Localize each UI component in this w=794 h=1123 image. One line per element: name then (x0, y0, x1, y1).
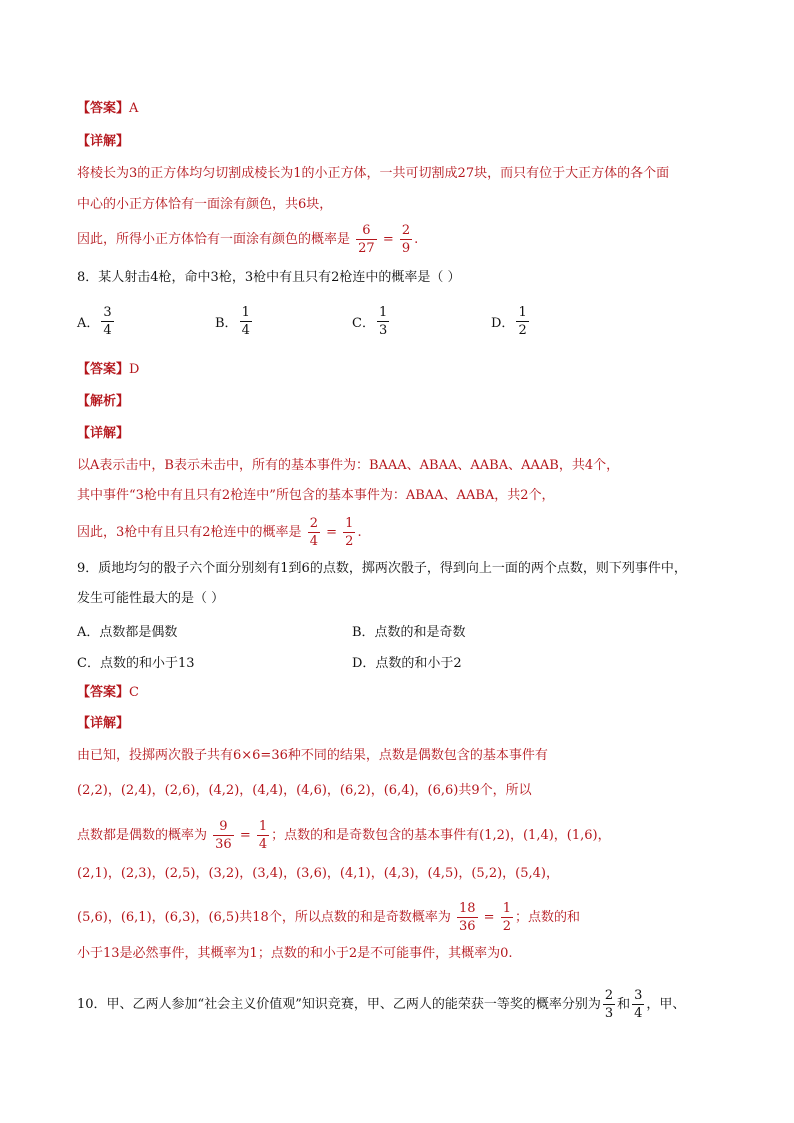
q9-question-line1: 9．质地均匀的骰子六个面分别刻有1到6的点数，掷两次骰子，得到向上一面的两个点数，则下列事件中， (77, 561, 687, 576)
period: . (357, 525, 362, 540)
fraction (516, 304, 528, 339)
q9-detail-line3 (77, 818, 611, 853)
fraction (257, 818, 269, 853)
equals-sign: = (483, 910, 495, 925)
frac-num: 1 (502, 901, 511, 916)
fraction (457, 900, 478, 935)
q8-analysis-label: 【解析】 (77, 394, 130, 409)
answer-value: D (129, 362, 140, 377)
frac-num: 1 (345, 516, 354, 531)
fraction (603, 987, 615, 1022)
q9-option-d: D．点数的和小于2 (352, 656, 462, 671)
frac-den: 36 (215, 837, 232, 852)
option-letter: B． (215, 316, 238, 331)
frac-num: 1 (241, 305, 250, 320)
q9-option-a: A．点数都是偶数 (77, 625, 178, 640)
q10-question-line (77, 987, 685, 1022)
frac-num: 2 (401, 223, 411, 238)
q9-detail-line5-suffix: ；点数的和 (514, 910, 580, 925)
q8-option-b (215, 304, 254, 339)
answer-label: 【答案】 (77, 362, 130, 377)
q9-detail-line6: 小于13是必然事件，其概率为1；点数的和小于2是不可能事件，其概率为0. (77, 946, 513, 961)
frac-num: 9 (213, 818, 234, 836)
option-letter: A． (77, 316, 100, 331)
q10-question-suffix: ，甲、 (646, 997, 686, 1012)
equals-sign: = (239, 828, 251, 843)
frac-den: 4 (634, 1006, 643, 1021)
q9-option-c: C．点数的和小于13 (77, 656, 195, 671)
q8-detail-line3-text: 因此，3枪中有且只有2枪连中的概率是 (77, 525, 302, 540)
q8-detail-line2: 其中事件“3枪中有且只有2枪连中”所包含的基本事件为：ABAA、AABA，共2个， (77, 488, 555, 503)
q8-detail-label: 【详解】 (77, 426, 130, 441)
frac-den: 36 (458, 919, 476, 934)
q7-detail-line1: 将棱长为3的正方体均匀切割成棱长为1的小正方体，一共可切割成27块，而只有位于大正方体的各个面 (77, 166, 670, 181)
answer-label: 【答案】 (77, 101, 130, 116)
frac-num: 3 (103, 305, 112, 320)
fraction (632, 987, 644, 1022)
q7-detail-line2: 中心的小正方体恰有一面涂有颜色，共6块， (77, 197, 333, 212)
q9-answer-line (77, 683, 139, 703)
q9-detail-line5 (77, 900, 580, 935)
equals-sign: = (326, 525, 338, 540)
answer-value: C (129, 685, 139, 700)
option-letter: D． (491, 316, 515, 331)
option-letter: C． (352, 316, 375, 331)
answer-value: A (129, 101, 139, 116)
q7-detail-line3 (77, 222, 418, 257)
q7-answer-line (77, 99, 138, 119)
frac-num: 1 (378, 305, 388, 320)
frac-den: 4 (241, 323, 250, 338)
q9-detail-line2: (2,2)，(2,4)，(2,6)，(4,2)，(4,4)，(4,6)，(6,2)，(6,4)，(6,6)共9个，所以 (77, 783, 532, 798)
frac-num: 2 (309, 516, 318, 531)
frac-den: 3 (378, 323, 388, 338)
frac-den: 3 (604, 1006, 614, 1021)
answer-label: 【答案】 (77, 685, 130, 700)
frac-den: 4 (309, 534, 318, 549)
q8-answer-line (77, 360, 139, 380)
q7-detail-label: 【详解】 (77, 134, 130, 149)
frac-num: 3 (634, 988, 643, 1003)
frac-num: 18 (458, 901, 476, 916)
q10-question-text: 10．甲、乙两人参加“社会主义价值观”知识竞赛，甲、乙两人的能荣获一等奖的概率分别为 (77, 997, 601, 1012)
frac-num: 1 (258, 819, 268, 834)
frac-den: 9 (401, 241, 411, 256)
frac-num: 2 (604, 988, 614, 1003)
fraction (343, 515, 355, 550)
q7-detail-line3-text: 因此，所得小正方体恰有一面涂有颜色的概率是 (77, 232, 351, 247)
q8-option-c (352, 304, 391, 339)
q9-detail-line3-text: 点数都是偶数的概率为 (77, 828, 208, 843)
q9-detail-line4: (2,1)，(2,3)，(2,5)，(3,2)，(3,4)，(3,6)，(4,1)，(4,3)，(4,5)，(5,2)，(5,4)， (77, 866, 559, 881)
fraction (101, 304, 113, 339)
q8-question: 8．某人射击4枪，命中3枪，3枪中有且只有2枪连中的概率是（ ） (77, 270, 461, 285)
q9-option-b: B．点数的和是奇数 (352, 625, 466, 640)
frac-den: 2 (518, 323, 527, 338)
q8-detail-line1: 以A表示击中，B表示未击中，所有的基本事件为：BAAA、ABAA、AABA、AAAB，共4个， (77, 458, 620, 473)
period: . (414, 232, 419, 247)
frac-den: 4 (258, 837, 268, 852)
frac-num: 1 (518, 305, 527, 320)
q9-detail-line3-suffix: ；点数的和是奇数包含的基本事件有(1,2)，(1,4)，(1,6)， (271, 828, 611, 843)
frac-den: 2 (502, 919, 511, 934)
q9-detail-line1: 由已知，投掷两次骰子共有6×6=36种不同的结果，点数是偶数包含的基本事件有 (77, 748, 548, 763)
q8-option-a (77, 304, 116, 339)
fraction (240, 304, 252, 339)
frac-den: 27 (358, 241, 375, 256)
q9-question-line2: 发生可能性最大的是（ ） (77, 591, 225, 606)
and-word: 和 (617, 997, 631, 1012)
q9-detail-line5-text: (5,6)，(6,1)，(6,3)，(6,5)共18个，所以点数的和是奇数概率为 (77, 910, 451, 925)
q8-detail-line3 (77, 515, 362, 550)
fraction (501, 900, 513, 935)
fraction (400, 222, 412, 257)
equals-sign: = (382, 232, 394, 247)
fraction (377, 304, 389, 339)
q8-option-d (491, 304, 531, 339)
fraction (308, 515, 320, 550)
fraction (356, 222, 377, 257)
frac-den: 2 (345, 534, 354, 549)
fraction (213, 818, 234, 853)
frac-den: 4 (103, 323, 112, 338)
frac-num: 6 (356, 222, 377, 240)
q9-detail-label: 【详解】 (77, 716, 130, 731)
